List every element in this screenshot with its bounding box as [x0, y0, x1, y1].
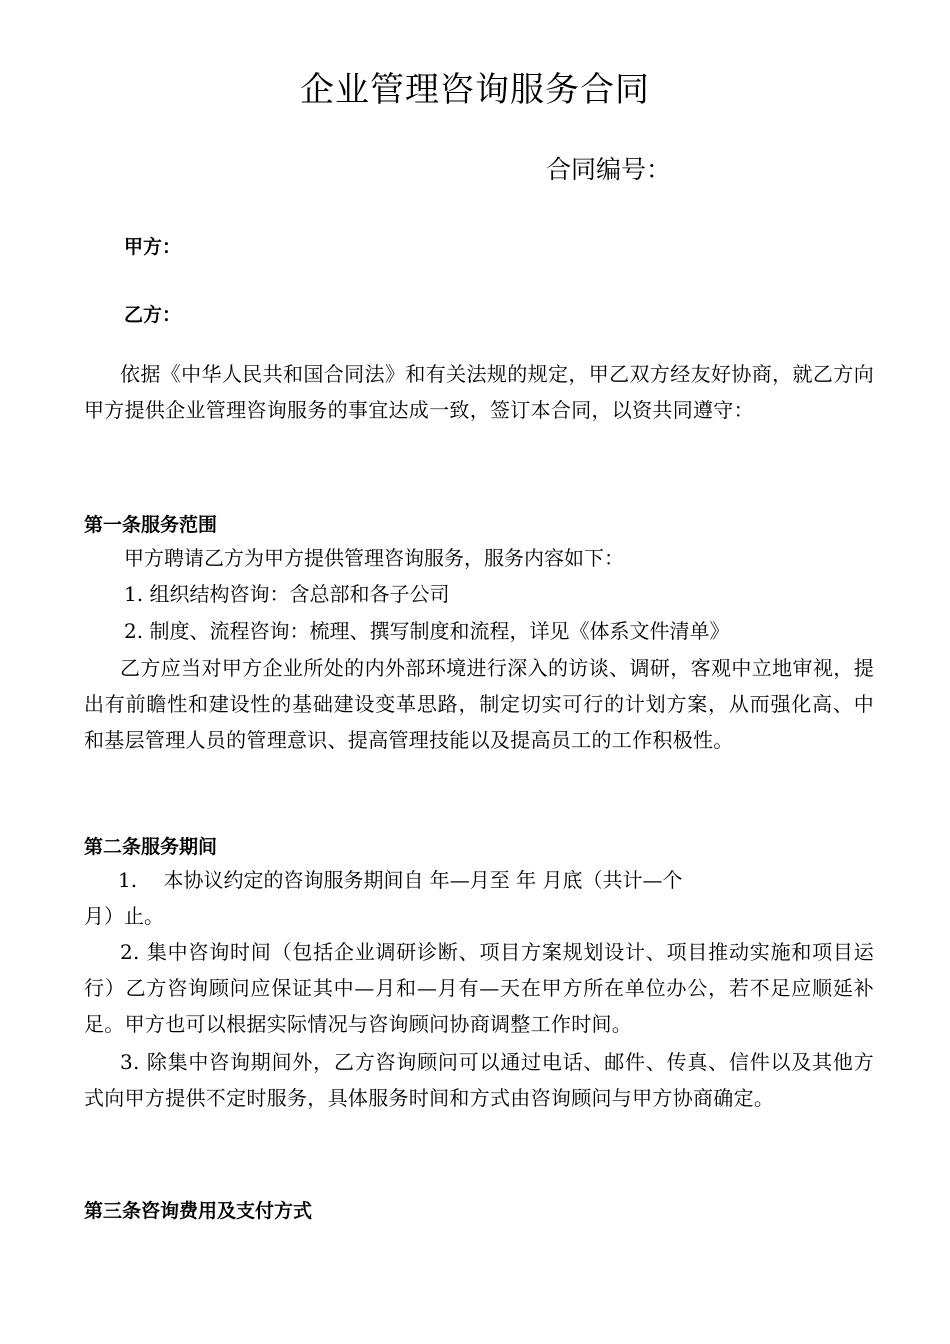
- article2-item1-line2: 月）止。: [84, 904, 164, 928]
- article2-heading: 第二条服务期间: [84, 836, 218, 858]
- party-b-label: 乙方：: [124, 304, 182, 326]
- article2-item1-line1: 1. 本协议约定的咨询服务期间自 年—月至 年 月底（共计—个: [118, 868, 683, 892]
- contract-number-label: 合同编号：: [546, 155, 672, 184]
- article1-heading: 第一条服务范围: [84, 514, 218, 536]
- party-a-label: 甲方：: [124, 236, 182, 258]
- article3-heading: 第三条咨询费用及支付方式: [84, 1200, 313, 1222]
- document-title: 企业管理咨询服务合同: [300, 70, 650, 110]
- article2-item3: 3. 除集中咨询期间外，乙方咨询顾问可以通过电话、邮件、传真、信件以及其他方式向甲方提供不定时服务，具体服务时间和方式由咨询顾问与甲方协商确定。: [84, 1050, 874, 1110]
- article1-paragraph: 乙方应当对甲方企业所处的内外部环境进行深入的访谈、调研，客观中立地审视，提出有前瞻性和建设性的基础建设变革思路，制定切实可行的计划方案，从而强化高、中和基层管理人员的管理意识、提高管理技能以及提高员工的工作积极性。: [84, 656, 874, 752]
- article2-item2: 2. 集中咨询时间（包括企业调研诊断、项目方案规划设计、项目推动实施和项目运行）乙方咨询顾问应保证其中—月和—月有—天在甲方所在单位办公，若不足应顺延补足。甲方也可以根据实际情况与咨询顾问协商调整工作时间。: [84, 940, 874, 1036]
- intro-paragraph: 依据《中华人民共和国合同法》和有关法规的规定，甲乙双方经友好协商，就乙方向甲方提供企业管理咨询服务的事宜达成一致，签订本合同，以资共同遵守：: [84, 362, 874, 422]
- article1-item2: 2. 制度、流程咨询：梳理、撰写制度和流程，详见《体系文件清单》: [124, 619, 730, 643]
- article1-lead: 甲方聘请乙方为甲方提供管理咨询服务，服务内容如下：: [124, 546, 624, 570]
- article1-item1: 1. 组织结构咨询：含总部和各子公司: [124, 582, 450, 606]
